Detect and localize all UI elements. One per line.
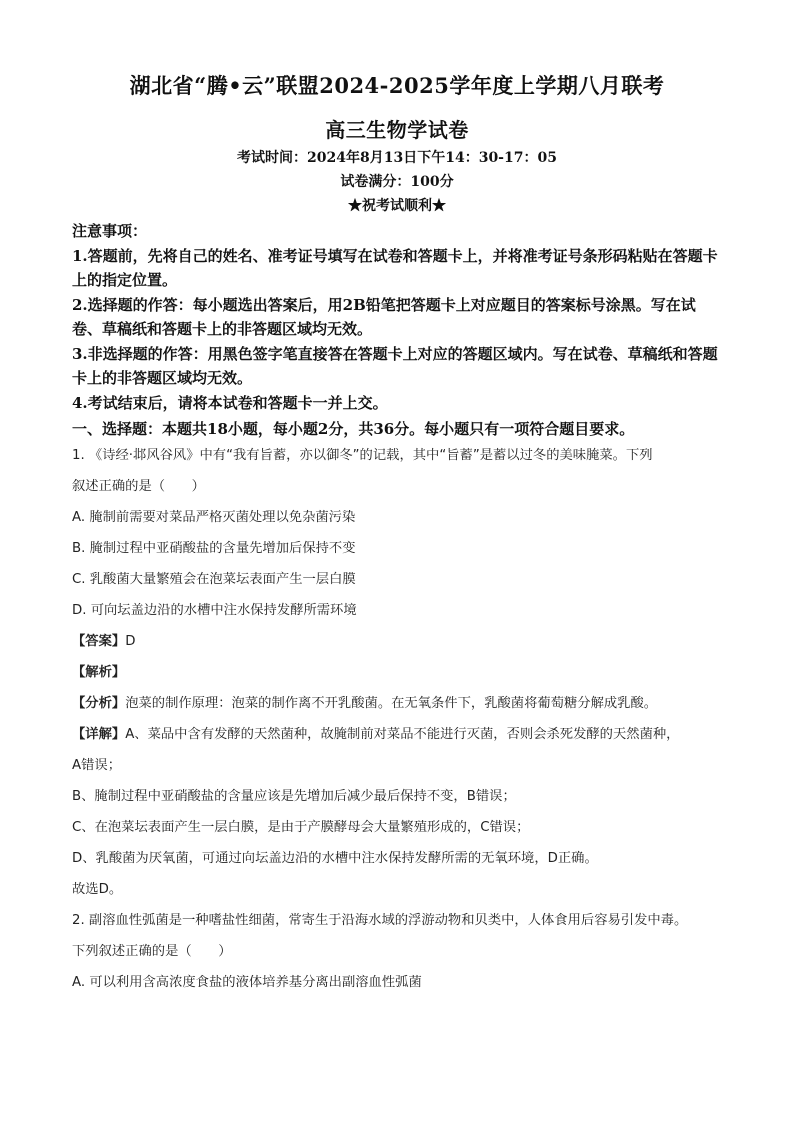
q1-xiangjie-a1 [72,719,722,750]
fenxi-text: 泡菜的制作原理：泡菜的制作离不开乳酸菌。在无氧条件下，乳酸菌将葡萄糖分解成乳酸。 [125,696,658,711]
exam-wish: ★祝考试顺利★ [348,198,446,214]
xiangjie-tag: 【详解】 [72,727,126,742]
q1-conclusion: 故选D。 [72,882,123,897]
full-score: 试卷满分：100分 [340,174,454,190]
q1-option-c: C. 乳酸菌大量繁殖会在泡菜坛表面产生一层白膜 [72,572,356,587]
note-item: 2.选择题的作答：每小题选出答案后，用2B铅笔把答题卡上对应题目的答案标号涂黑。写在试卷、草稿纸和答题卡上的非答题区域均无效。 [72,295,696,338]
note-item: 4.考试结束后，请将本试卷和答题卡一并上交。 [72,393,388,412]
q1-fenxi [72,688,722,719]
q1-option-a: A. 腌制前需要对菜品严格灭菌处理以免杂菌污染 [72,510,356,525]
exam-title: 湖北省“腾•云”联盟2024-2025学年度上学期八月联考 [129,73,665,98]
q2-stem-line2: 下列叙述正确的是（ ） [72,944,232,959]
exam-subtitle: 高三生物学试卷 [325,118,469,142]
q1-xiangjie-a2: A错误； [72,758,121,773]
answer-tag: 【答案】 [72,634,126,649]
q2-stem-line1: 2. 副溶血性弧菌是一种嗜盐性细菌，常寄生于沿海水域的浮游动物和贝类中，人体食用后容易引发中毒。 [72,913,688,928]
question-body [72,440,722,998]
q1-analysis-tag [72,657,722,688]
exam-time: 考试时间：2024年8月13日下午14：30-17：05 [237,150,557,166]
answer-value: D [125,634,136,649]
q2-option-a: A. 可以利用含高浓度食盐的液体培养基分离出副溶血性弧菌 [72,975,422,990]
q1-stem-line2: 叙述正确的是（ ） [72,479,205,494]
note-item: 3.非选择题的作答：用黑色签字笔直接答在答题卡上对应的答题区域内。写在试卷、草稿纸和答题卡上的非答题区域均无效。 [72,344,718,387]
fenxi-tag: 【分析】 [72,696,126,711]
q1-xiangjie-d: D、乳酸菌为厌氧菌，可通过向坛盖边沿的水槽中注水保持发酵所需的无氧环境，D正确。 [72,851,598,866]
notes-heading: 注意事项： [72,222,148,240]
q1-stem-line1: 1. 《诗经·邶风谷风》中有“我有旨蓄，亦以御冬”的记载，其中“旨蓄”是蓄以过冬的美味腌菜。下列 [72,448,653,463]
q1-answer [72,626,722,657]
note-item: 1.答题前，先将自己的姓名、准考证号填写在试卷和答题卡上，并将准考证号条形码粘贴在答题卡上的指定位置。 [72,246,718,289]
analysis-tag: 【解析】 [72,665,126,680]
q1-option-b: B. 腌制过程中亚硝酸盐的含量先增加后保持不变 [72,541,356,556]
section-title: 一、选择题：本题共18小题，每小题2分，共36分。每小题只有一项符合题目要求。 [72,420,635,438]
xiangjie-a1-text: A、菜品中含有发酵的天然菌种，故腌制前对菜品不能进行灭菌，否则会杀死发酵的天然菌种， [125,727,680,742]
q1-xiangjie-c: C、在泡菜坛表面产生一层白膜，是由于产膜酵母会大量繁殖形成的，C错误； [72,820,530,835]
notes-block [72,219,722,415]
q1-xiangjie-b: B、腌制过程中亚硝酸盐的含量应该是先增加后减少最后保持不变，B错误； [72,789,516,804]
q1-option-d: D. 可向坛盖边沿的水槽中注水保持发酵所需环境 [72,603,357,618]
